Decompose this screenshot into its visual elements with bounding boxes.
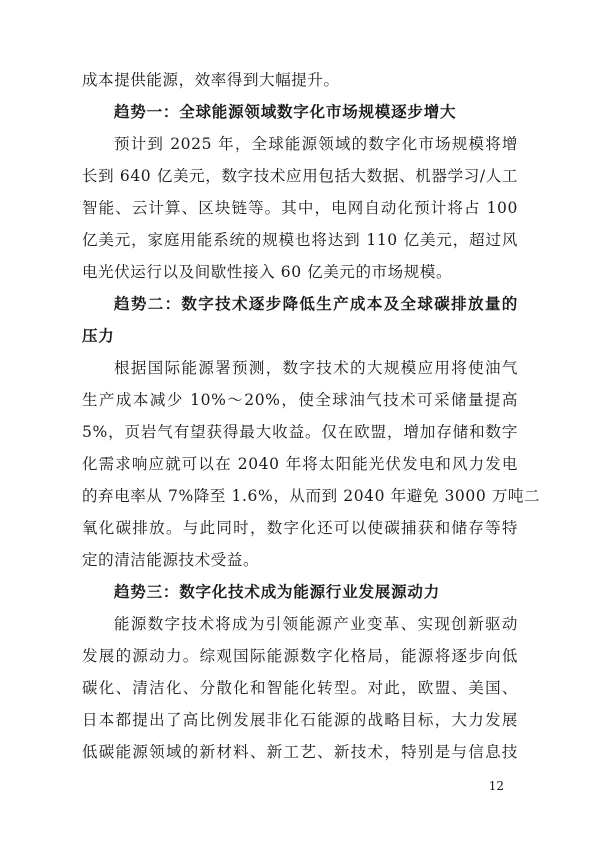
paragraph-line: 低碳能源领域的新材料、新工艺、新技术，特别是与信息技 <box>82 743 518 761</box>
paragraph-line: 长到 640 亿美元，数字技术应用包括大数据、机器学习/人工 <box>82 167 518 185</box>
paragraph-line: 智能、云计算、区块链等。其中，电网自动化预计将占 100 <box>82 199 518 217</box>
paragraph-line: 化需求响应就可以在 2040 年将太阳能光伏发电和风力发电 <box>82 455 518 473</box>
paragraph-line: 成本提供能源，效率得到大幅提升。 <box>82 71 340 89</box>
trend-one-heading: 趋势一：全球能源领域数字化市场规模逐步增大 <box>114 103 457 121</box>
paragraph-line: 亿美元，家庭用能系统的规模也将达到 110 亿美元，超过风 <box>82 231 518 249</box>
paragraph-line: 日本都提出了高比例发展非化石能源的战略目标，大力发展 <box>82 711 518 729</box>
paragraph-line: 能源数字技术将成为引领能源产业变革、实现创新驱动 <box>114 615 518 633</box>
paragraph-line: 5%，页岩气有望获得最大收益。仅在欧盟，增加存储和数字 <box>82 423 518 441</box>
paragraph-line: 氧化碳排放。与此同时，数字化还可以使碳捕获和储存等特 <box>82 519 518 537</box>
trend-three-heading: 趋势三：数字化技术成为能源行业发展源动力 <box>114 583 441 601</box>
paragraph-line: 生产成本减少 10%～20%，使全球油气技术可采储量提高 <box>82 391 518 409</box>
document-body <box>82 64 541 768</box>
trend-two-heading: 趋势二：数字技术逐步降低生产成本及全球碳排放量的 <box>114 295 518 313</box>
paragraph-line: 定的清洁能源技术受益。 <box>82 551 260 569</box>
paragraph-line: 预计到 2025 年，全球能源领域的数字化市场规模将增 <box>114 135 518 153</box>
trend-two-heading-continued: 压力 <box>82 327 115 345</box>
paragraph-line: 根据国际能源署预测，数字技术的大规模应用将使油气 <box>114 359 518 377</box>
paragraph-line: 电光伏运行以及间歇性接入 60 亿美元的市场规模。 <box>82 263 453 281</box>
paragraph-line: 碳化、清洁化、分散化和智能化转型。对此，欧盟、美国、 <box>82 679 518 697</box>
page-number: 12 <box>488 779 504 793</box>
paragraph-line: 发展的源动力。综观国际能源数字化格局，能源将逐步向低 <box>82 647 518 665</box>
paragraph-line: 的弃电率从 7%降至 1.6%，从而到 2040 年避免 3000 万吨二 <box>82 487 541 505</box>
